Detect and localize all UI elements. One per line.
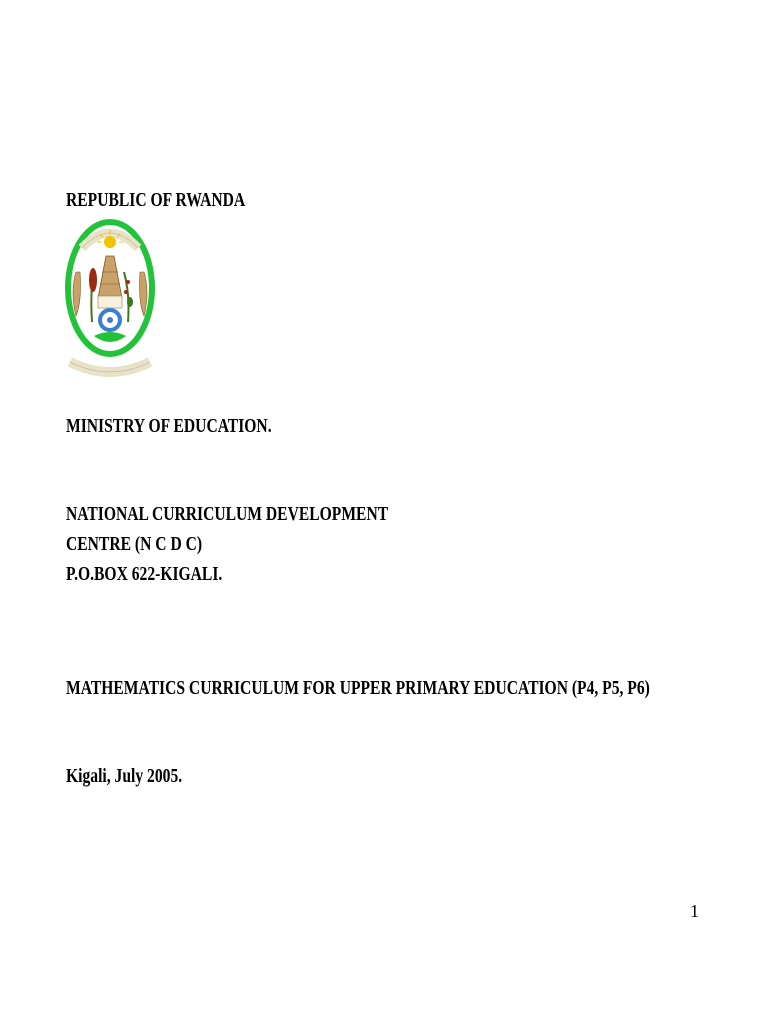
- ministry-heading: MINISTRY OF EDUCATION.: [66, 415, 272, 437]
- ncdc-line-1: NATIONAL CURRICULUM DEVELOPMENT: [66, 503, 389, 525]
- document-title: MATHEMATICS CURRICULUM FOR UPPER PRIMARY EDUCATION (P4, P5, P6): [66, 677, 650, 699]
- country-heading: REPUBLIC OF RWANDA: [66, 189, 246, 211]
- ncdc-line-2: CENTRE (N C D C): [66, 533, 203, 555]
- ncdc-address: P.O.BOX 622-KIGALI.: [66, 563, 223, 585]
- rwanda-coat-of-arms-icon: [62, 212, 158, 384]
- place-date: Kigali, July 2005.: [66, 765, 183, 787]
- page-number: 1: [690, 901, 699, 921]
